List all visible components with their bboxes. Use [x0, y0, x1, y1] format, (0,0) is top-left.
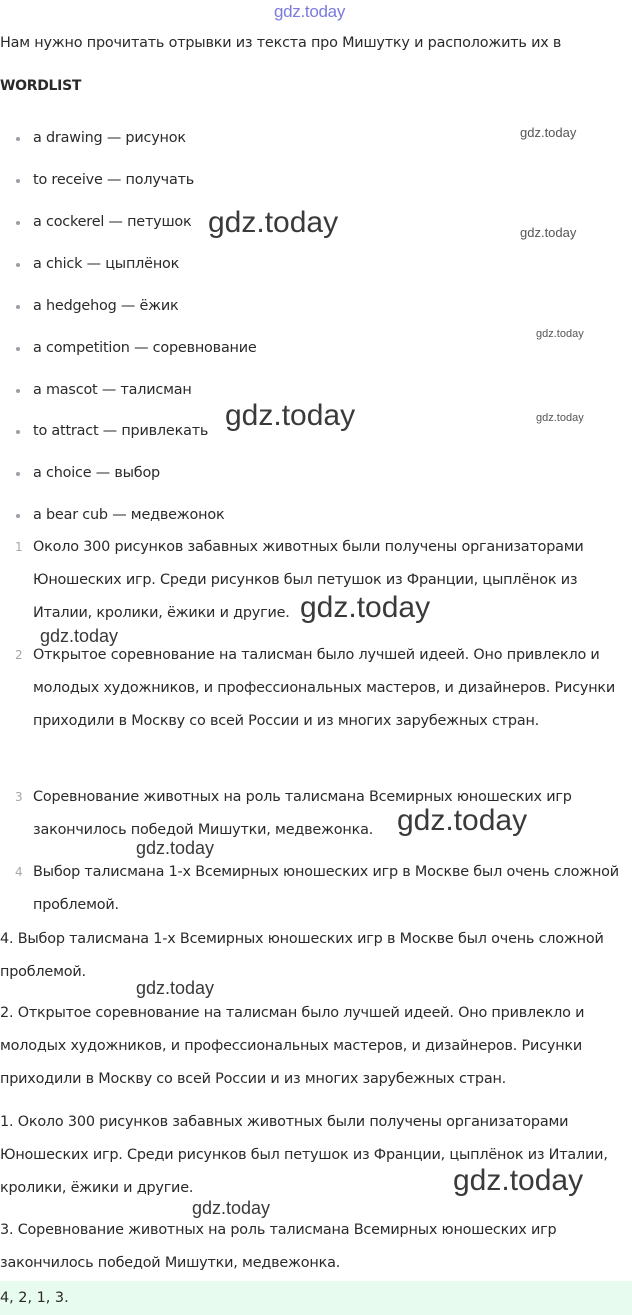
watermark: gdz.today: [520, 125, 577, 140]
passage-text: Выбор талисмана 1-х Всемирных юношеских игр в Москве был очень сложной проблемой.: [33, 864, 619, 913]
watermark-top: gdz.today: [274, 2, 346, 21]
intro-text: Нам нужно прочитать отрывки из текста про Мишутку и расположить их в: [0, 35, 562, 51]
wordlist-item: a mascot — талисман: [33, 382, 192, 398]
wordlist-item: a chick — цыплёнок: [33, 256, 180, 272]
wordlist-item: a hedgehog — ёжик: [33, 298, 179, 314]
wordlist-item: a choice — выбор: [33, 465, 160, 481]
wordlist-item: a bear cub — медвежонок: [33, 507, 225, 523]
watermark: gdz.today: [40, 626, 119, 646]
passage-text: Открытое соревнование на талисман было лучшей идеей. Оно привлекло и молодых художников, и профессиональных мастеров, и дизайнеров. Рисунки приходили в Москву со всей России и из многих зарубежных стран.: [33, 647, 616, 729]
passage-text: Соревнование животных на роль талисмана Всемирных юношеских игр закончилось победой Мишутки, медвежонка.: [33, 789, 572, 838]
watermark: gdz.today: [136, 838, 215, 858]
watermark: gdz.today: [520, 225, 577, 240]
passage-number: 3: [15, 790, 23, 804]
passage-item: [15, 531, 625, 630]
watermark: gdz.today: [136, 978, 215, 998]
passage-number: 1: [15, 540, 23, 554]
wordlist-title: WORDLIST: [0, 78, 82, 94]
wordlist-item: to attract — привлекать: [33, 423, 209, 439]
passage-text: Около 300 рисунков забавных животных были получены организаторами Юношеских игр. Среди рисунков был петушок из Франции, цыплёнок из Италии, кролики, ёжики и другие.: [33, 539, 584, 621]
passage-item: [15, 781, 625, 847]
watermark: gdz.today: [536, 412, 584, 424]
watermark: gdz.today: [192, 1198, 271, 1218]
watermark: gdz.today: [225, 399, 356, 432]
passage-number: 2: [15, 648, 23, 662]
watermark: gdz.today: [208, 206, 339, 239]
passage-item: [15, 856, 625, 922]
answer-paragraph: 1. Около 300 рисунков забавных животных были получены организаторами Юношеских игр. Среди рисунков был петушок из Франции, цыплёнок из Италии, кролики, ёжики и другие.: [0, 1114, 608, 1196]
wordlist-item: a competition — соревнование: [33, 340, 257, 356]
answer-paragraph: 2. Открытое соревнование на талисман было лучшей идеей. Оно привлекло и молодых художников, и профессиональных мастеров, и дизайнеров. Рисунки приходили в Москву со всей России и из многих зарубежных стран.: [0, 1005, 585, 1087]
answer-paragraph: 3. Соревнование животных на роль талисмана Всемирных юношеских игр закончилось победой Мишутки, медвежонка.: [0, 1222, 557, 1271]
watermark: gdz.today: [453, 1164, 584, 1197]
watermark: gdz.today: [536, 328, 584, 340]
watermark: gdz.today: [300, 591, 431, 624]
wordlist-item: a drawing — рисунок: [33, 130, 186, 146]
answer-paragraph: 4. Выбор талисмана 1-х Всемирных юношеских игр в Москве был очень сложной проблемой.: [0, 931, 604, 980]
answer-result: 4, 2, 1, 3.: [0, 1281, 632, 1315]
passage-item: [15, 639, 625, 738]
passage-number: 4: [15, 865, 23, 879]
wordlist-item: to receive — получать: [33, 172, 195, 188]
wordlist-item: a cockerel — петушок: [33, 214, 192, 230]
watermark: gdz.today: [397, 804, 528, 837]
